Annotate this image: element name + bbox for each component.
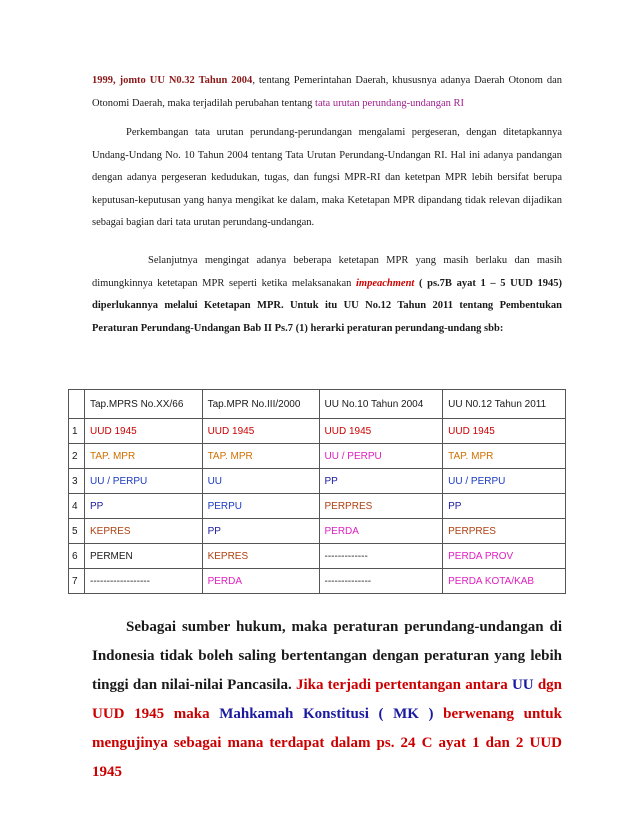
table-cell: PP <box>319 469 443 494</box>
table-cell: KEPRES <box>202 544 319 569</box>
authority-text: berwenang untuk mengujinya sebagai mana terdapat dalam ps. 24 C ayat 1 dan 2 UUD 1945 <box>92 706 562 780</box>
table-cell: UUD 1945 <box>85 419 203 444</box>
table-header-row <box>69 390 566 419</box>
table-cell: TAP. MPR <box>85 444 203 469</box>
paragraph-hierarchy <box>92 250 562 340</box>
table-cell: TAP. MPR <box>443 444 566 469</box>
table-cell: KEPRES <box>85 519 203 544</box>
impeachment-term: impeachment <box>356 277 415 289</box>
table-cell: UU / PERPU <box>443 469 566 494</box>
paragraph-intro <box>92 70 562 115</box>
table-cell: PP <box>443 494 566 519</box>
highlight-text: tata urutan perundang-undangan RI <box>315 97 465 109</box>
row-number: 4 <box>69 494 85 519</box>
table-cell: ------------------ <box>85 569 203 594</box>
table-cell: UUD 1945 <box>202 419 319 444</box>
table-cell: PERDA <box>202 569 319 594</box>
row-number: 5 <box>69 519 85 544</box>
table-cell: -------------- <box>319 569 443 594</box>
table-cell: UUD 1945 <box>319 419 443 444</box>
hierarchy-table <box>68 389 566 594</box>
paragraph-legal-source <box>92 613 562 787</box>
conflict-text: Jika terjadi pertentangan antara <box>295 677 512 693</box>
table-row <box>69 419 566 444</box>
table-cell: ------------- <box>319 544 443 569</box>
table-cell: PERPRES <box>443 519 566 544</box>
table-cell: PERDA PROV <box>443 544 566 569</box>
law-reference: 1999, jomto UU N0.32 Tahun 2004 <box>92 75 253 86</box>
legal-source-text: Sebagai sumber hukum, maka peraturan perundang-undangan di Indonesia tidak boleh saling bertentangan dengan peraturan yang lebih tinggi dan nilai-nilai Pancasila. <box>92 619 562 693</box>
table-cell: UU / PERPU <box>319 444 443 469</box>
table-header-cell: UU No.10 Tahun 2004 <box>319 390 443 419</box>
table-row <box>69 569 566 594</box>
table-header-cell: Tap.MPR No.III/2000 <box>202 390 319 419</box>
row-number: 7 <box>69 569 85 594</box>
table-row <box>69 544 566 569</box>
table-cell: PP <box>202 519 319 544</box>
mk-term: Mahkamah Konstitusi ( MK ) <box>219 706 434 722</box>
intro-text: , tentang Pemerintahan Daerah, khususnya adanya Daerah Otonom dan Otonomi Daerah, maka terjadilah perubahan tentang <box>92 75 562 109</box>
table-row <box>69 469 566 494</box>
hierarchy-text-a: Selanjutnya mengingat adanya beberapa ketetapan MPR yang masih berlaku dan masih dimungkinnya ketetapan MPR seperti ketika melaksanakan <box>92 255 562 289</box>
table-cell: PP <box>85 494 203 519</box>
hierarchy-text-b: ( ps.7B ayat 1 – 5 UUD 1945) diperlukannya melalui Ketetapan MPR. Untuk itu UU No.12 Tahun 2011 tentang Pembentukan Peraturan Perundang-Undangan Bab II Ps.7 (1) herarki peraturan perundang-undang sbb: <box>92 277 562 334</box>
table-row <box>69 519 566 544</box>
table-cell: PERPRES <box>319 494 443 519</box>
table-header-cell: UU N0.12 Tahun 2011 <box>443 390 566 419</box>
table-cell: UU / PERPU <box>85 469 203 494</box>
table-cell: UUD 1945 <box>443 419 566 444</box>
conflict-text-2: dgn UUD 1945 maka <box>92 677 562 722</box>
row-number: 2 <box>69 444 85 469</box>
table-cell: PERPU <box>202 494 319 519</box>
table-row <box>69 444 566 469</box>
row-number: 3 <box>69 469 85 494</box>
table-cell: TAP. MPR <box>202 444 319 469</box>
paragraph-development: Perkembangan tata urutan perundang-perundangan mengalami pergeseran, dengan ditetapkannya Undang-Undang No. 10 Tahun 2004 tentang Tata Urutan Perundang-Undangan RI. Hal ini adanya pandangan dengan adanya pergeseran kedudukan, tugas, dan fungsi MPR-RI dan ketetpan MPR lebih bersifat berupa keputusan-keputusan yang hanya mengikat ke dalam, maka Ketetapan MPR dipandang tidak relevan dijadikan sebagai bagian dari tata urutan perundang-undangan. <box>92 127 562 228</box>
table-cell: PERDA KOTA/KAB <box>443 569 566 594</box>
table-header-num <box>69 390 85 419</box>
row-number: 1 <box>69 419 85 444</box>
table-header-cell: Tap.MPRS No.XX/66 <box>85 390 203 419</box>
table-cell: UU <box>202 469 319 494</box>
row-number: 6 <box>69 544 85 569</box>
table-row <box>69 494 566 519</box>
table-cell: PERDA <box>319 519 443 544</box>
uu-term: UU <box>511 677 534 693</box>
table-cell: PERMEN <box>85 544 203 569</box>
